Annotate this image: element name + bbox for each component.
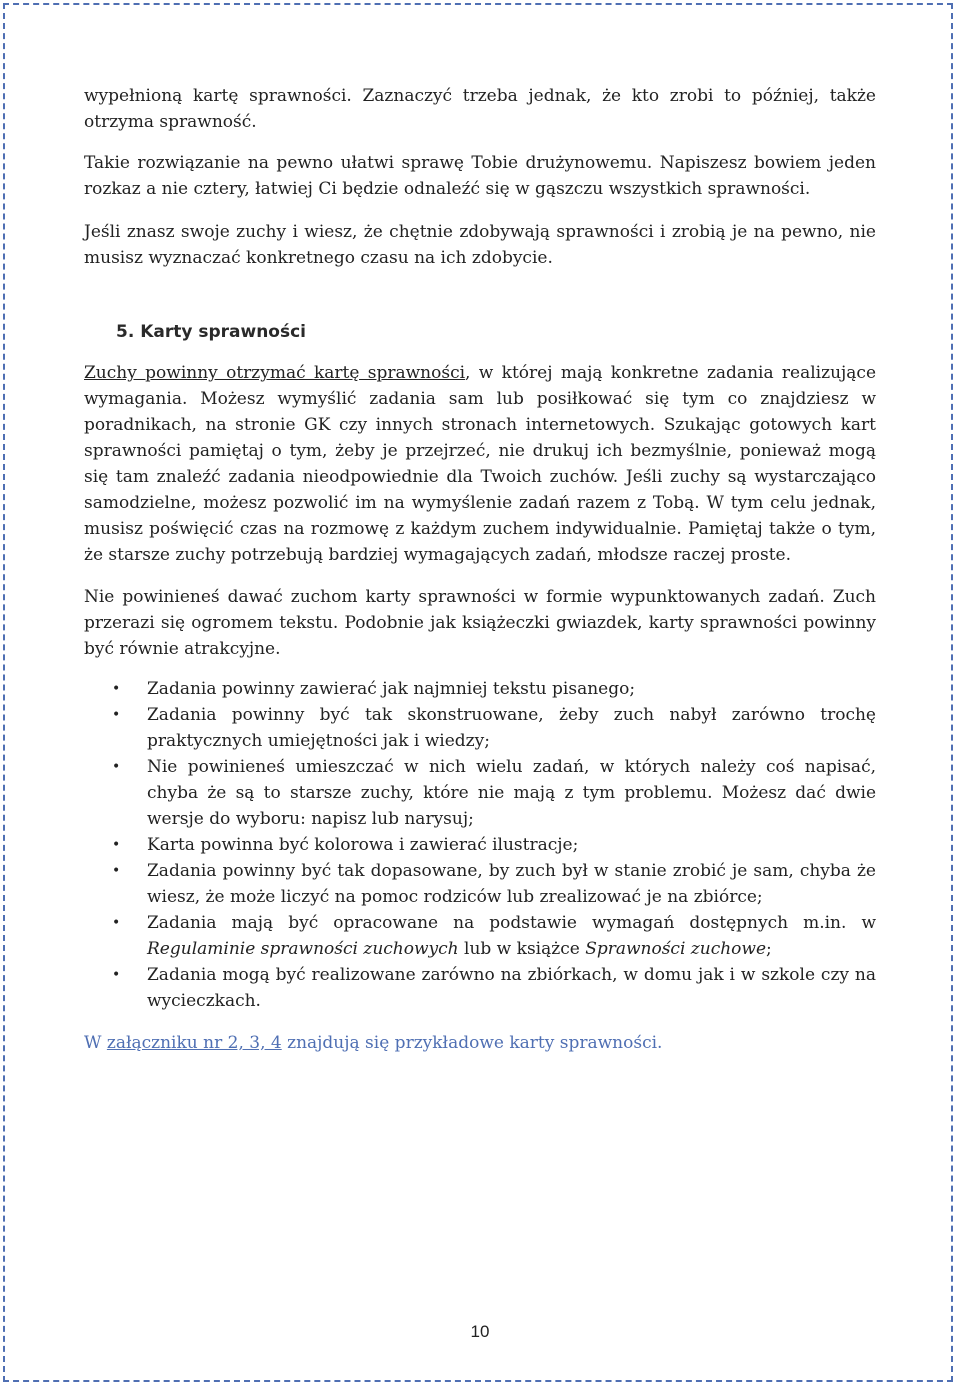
list-item-text: Zadania mają być opracowane na podstawie wymagań dostępnych m.in. w [147,913,876,933]
list-item-text: lub w książce [458,939,586,959]
paragraph [84,360,876,568]
paragraph: Takie rozwiązanie na pewno ułatwi sprawę Tobie drużynowemu. Napiszesz bowiem jeden rozkaz a nie cztery, łatwiej Ci będzie odnaleźć się w gąszczu wszystkich sprawności. [84,153,876,199]
list-item-text: Nie powinieneś umieszczać w nich wielu zadań, w których należy coś napisać, chyba że są to starsze zuchy, które nie mają z tym problemu. Możesz dać dwie wersje do wyboru: napisz lub narysuj; [147,757,876,829]
bullet-icon: • [112,837,121,853]
paragraph: wypełnioną kartę sprawności. Zaznaczyć trzeba jednak, że kto zrobi to później, także otrzyma sprawność. [84,86,876,132]
bullet-icon: • [112,863,121,879]
list-item-text: Zadania powinny być tak dopasowane, by zuch był w stanie zrobić je sam, chyba że wiesz, że może liczyć na pomoc rodziców lub zrealizować je na zbiórce; [147,861,876,907]
paragraph-text: , w której mają konkretne zadania realizujące wymagania. Możesz wymyślić zadania sam lub posiłkować się tym co znajdziesz w poradnikach, na stronie GK czy innych stronach internetowych. Szukając gotowych kart sprawności pamiętaj o tym, żeby je przejrzeć, nie drukuj ich bezmyślnie, ponieważ mogą się tam znaleźć zadania nieodpowiednie dla Twoich zuchów. Jeśli zuchy są wystarczająco samodzielne, możesz pozwolić im na wymyślenie zadań razem z Tobą. W tym celu jednak, musisz poświęcić czas na rozmowę z każdym zuchem indywidualnie. Pamiętaj także o tym, że starsze zuchy potrzebują bardziej wymagających zadań, młodsze raczej proste. [84,363,877,565]
list-item [84,702,876,754]
attachment-link[interactable]: załączniku nr 2, 3, 4 [106,1033,282,1053]
document-body [84,83,876,1056]
paragraph: Jeśli znasz swoje zuchy i wiesz, że chętnie zdobywają sprawności i zrobią je na pewno, nie musisz wyznaczać konkretnego czasu na ich zdobycie. [84,222,876,268]
list-item [84,676,876,702]
list-item [84,754,876,832]
list-item [84,832,876,858]
underlined-phrase: Zuchy powinny otrzymać kartę sprawności [84,363,466,383]
list-item-text: ; [766,939,772,959]
bullet-icon: • [112,915,121,931]
attachment-note-prefix: W [84,1033,107,1053]
list-item [84,858,876,910]
list-item [84,962,876,1014]
bullet-list [84,676,876,1014]
attachment-note [84,1030,876,1056]
bullet-icon: • [112,759,121,775]
paragraph: Nie powinieneś dawać zuchom karty sprawności w formie wypunktowanych zadań. Zuch przerazi się ogromem tekstu. Podobnie jak książeczki gwiazdek, karty sprawności powinny być równie atrakcyjne. [84,587,876,659]
attachment-note-suffix: znajdują się przykładowe karty sprawności. [281,1033,663,1053]
list-item-text: Zadania mogą być realizowane zarówno na zbiórkach, w domu jak i w szkole czy na wycieczkach. [147,965,876,1011]
list-item-text: Zadania powinny być tak skonstruowane, żeby zuch nabył zarówno trochę praktycznych umiejętności jak i wiedzy; [147,705,876,751]
list-item [84,910,876,962]
list-item-text: Zadania powinny zawierać jak najmniej tekstu pisanego; [147,679,636,699]
book-title: Sprawności zuchowe [585,939,767,959]
bullet-icon: • [112,967,121,983]
bullet-icon: • [112,681,121,697]
bullet-icon: • [112,707,121,723]
book-title: Regulaminie sprawności zuchowych [147,939,459,959]
section-heading: 5. Karty sprawności [116,322,307,342]
list-item-text: Karta powinna być kolorowa i zawierać ilustracje; [147,835,579,855]
page-number: 10 [470,1322,490,1341]
